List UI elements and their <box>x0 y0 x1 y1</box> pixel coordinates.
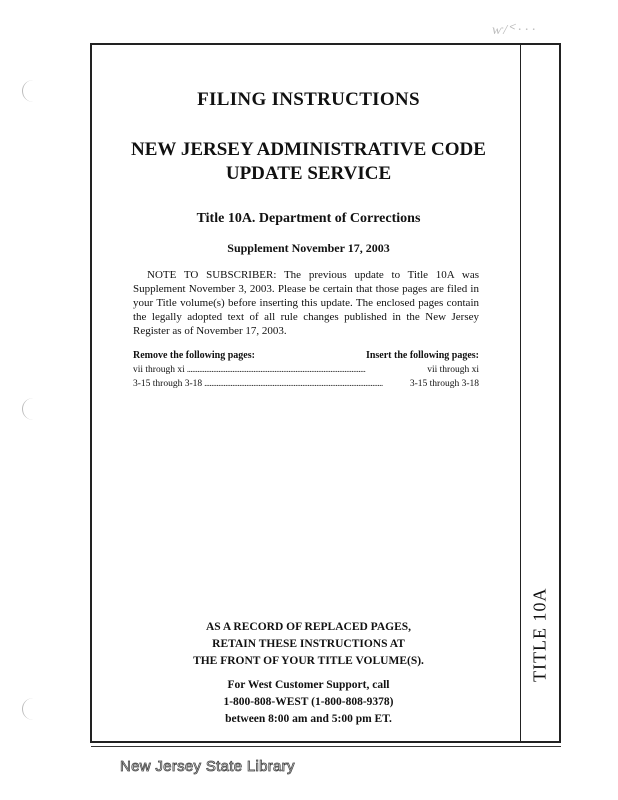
instruction-content <box>92 45 525 741</box>
insert-pages-header: Insert the following pages: <box>365 350 479 361</box>
punch-hole-mark <box>22 80 37 102</box>
page-row <box>133 379 479 389</box>
record-line-2: RETAIN THESE INSTRUCTIONS AT <box>212 638 405 650</box>
remove-pages-value: vii through xi <box>133 365 185 375</box>
code-title-line-1: NEW JERSEY ADMINISTRATIVE CODE <box>131 139 486 160</box>
insert-pages-value: 3-15 through 3-18 <box>409 379 479 389</box>
remove-pages-value: 3-15 through 3-18 <box>133 379 203 389</box>
record-instruction <box>92 619 525 670</box>
department-title: Title 10A. Department of Corrections <box>196 211 421 226</box>
support-line-1: For West Customer Support, call <box>227 679 390 691</box>
remove-pages-header: Remove the following pages: <box>133 350 255 361</box>
pages-table-header <box>133 350 479 361</box>
customer-support <box>92 677 525 728</box>
code-title <box>92 138 525 186</box>
punch-hole-mark <box>22 398 37 420</box>
record-line-1: AS A RECORD OF REPLACED PAGES, <box>205 621 412 633</box>
library-stamp: New Jersey State Library <box>120 758 295 775</box>
punch-hole-mark <box>22 698 37 720</box>
spine-tab <box>520 45 559 741</box>
code-title-line-2: UPDATE SERVICE <box>225 163 392 184</box>
subscriber-note: NOTE TO SUBSCRIBER: The previous update to Title 10A was Supplement November 3, 2003. Please be certain that those pages are filed in your Title volume(s) before inserting this update. The enclosed pages contain the legally adopted text of all rule changes published in the New Jersey Register as of November 17, 2003. <box>133 269 479 337</box>
dot-leader <box>204 379 408 389</box>
page-title: FILING INSTRUCTIONS <box>197 89 420 110</box>
spine-label: TITLE 10A <box>529 587 550 682</box>
bottom-rule <box>91 746 561 747</box>
supplement-date: Supplement November 17, 2003 <box>227 241 390 255</box>
insert-pages-value: vii through xi <box>427 365 479 375</box>
record-line-3: THE FRONT OF YOUR TITLE VOLUME(S). <box>193 655 424 667</box>
support-line-3: between 8:00 am and 5:00 pm ET. <box>225 713 392 725</box>
page-frame <box>90 43 561 743</box>
dot-leader <box>187 365 426 375</box>
page-row <box>133 365 479 375</box>
support-line-2: 1-800-808-WEST (1-800-808-9378) <box>223 696 394 708</box>
scan-mark: ⱳ/ᑉ · · · <box>492 23 536 38</box>
